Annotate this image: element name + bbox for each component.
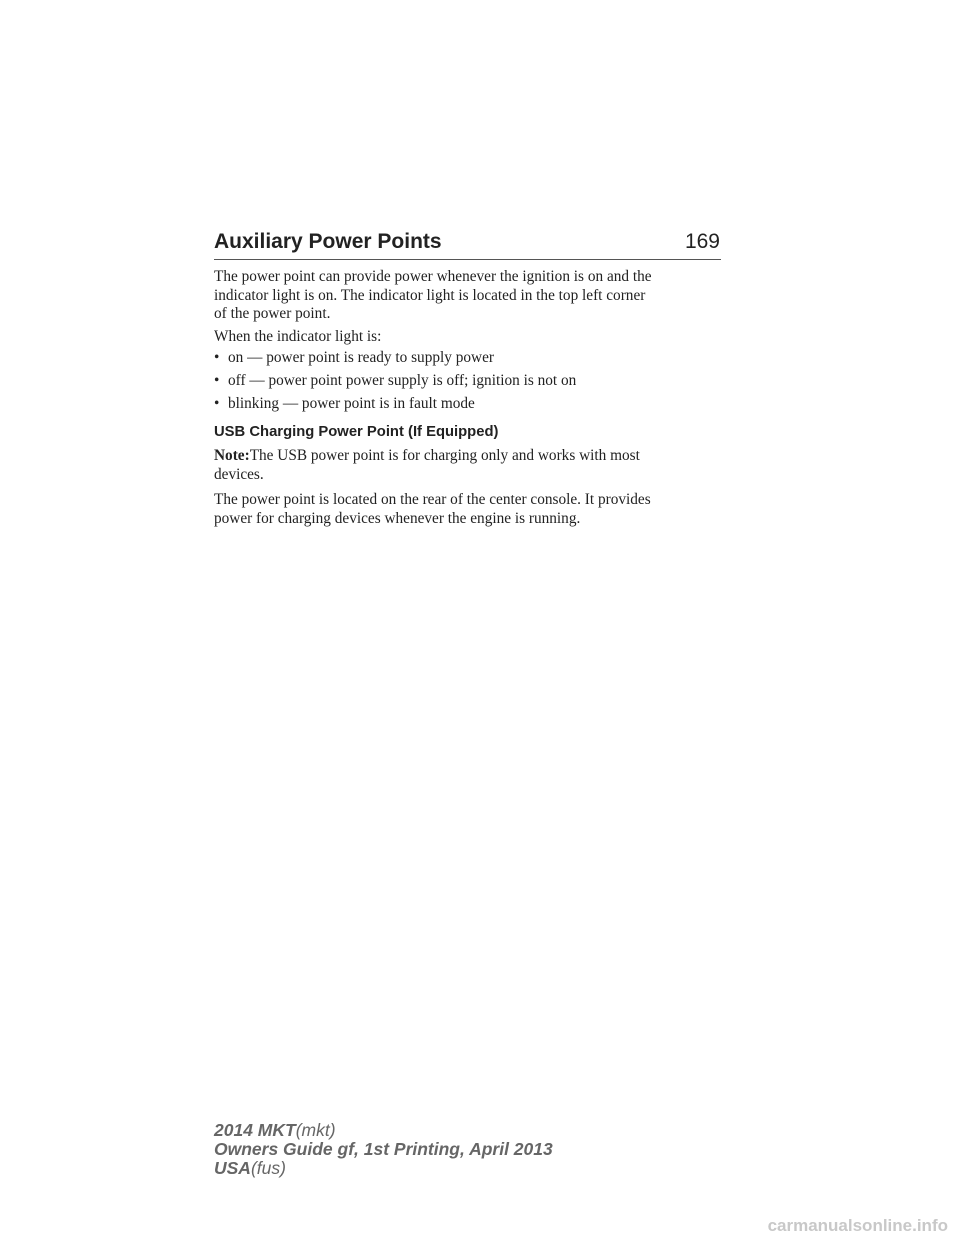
- note-line: devices.: [214, 465, 264, 483]
- usb-line: power for charging devices whenever the engine is running.: [214, 509, 581, 527]
- list-item: [214, 349, 494, 368]
- page-title: Auxiliary Power Points: [214, 230, 442, 253]
- note-line: [214, 447, 724, 466]
- page-header: [214, 229, 721, 260]
- watermark-text: carmanualsonline.info: [767, 1216, 948, 1235]
- note-label: Note:: [214, 447, 250, 464]
- footer-model-code: (mkt): [295, 1120, 336, 1140]
- bullet-icon: •: [214, 372, 220, 389]
- section-heading: USB Charging Power Point (If Equipped): [214, 424, 499, 440]
- list-item-text: blinking — power point is in fault mode: [228, 395, 475, 412]
- list-item: [214, 395, 475, 414]
- footer-line-1: [214, 1121, 553, 1140]
- list-item: [214, 372, 576, 391]
- indicator-intro: When the indicator light is:: [214, 328, 382, 345]
- bullet-icon: •: [214, 395, 220, 412]
- intro-paragraph: [214, 268, 724, 324]
- note-paragraph: [214, 447, 724, 484]
- usb-paragraph: [214, 491, 724, 528]
- bullet-icon: •: [214, 349, 220, 366]
- intro-line: of the power point.: [214, 305, 331, 322]
- intro-line: The power point can provide power whenever the ignition is on and the: [214, 268, 652, 285]
- footer-model: 2014 MKT: [214, 1120, 296, 1140]
- usb-line: The power point is located on the rear of the center console. It provides: [214, 491, 651, 508]
- page-number: 169: [684, 230, 720, 253]
- footer-line-2: Owners Guide gf, 1st Printing, April 2013: [214, 1139, 553, 1159]
- footer-line-3: [214, 1159, 553, 1178]
- intro-line: indicator light is on. The indicator light is located in the top left corner: [214, 286, 646, 304]
- footer-market-code: (fus): [250, 1158, 286, 1178]
- note-text: The USB power point is for charging only and works with most: [249, 447, 640, 464]
- list-item-text: off — power point power supply is off; ignition is not on: [228, 372, 577, 389]
- footer-market: USA: [214, 1158, 251, 1178]
- list-item-text: on — power point is ready to supply power: [228, 349, 494, 366]
- document-footer: [214, 1121, 553, 1178]
